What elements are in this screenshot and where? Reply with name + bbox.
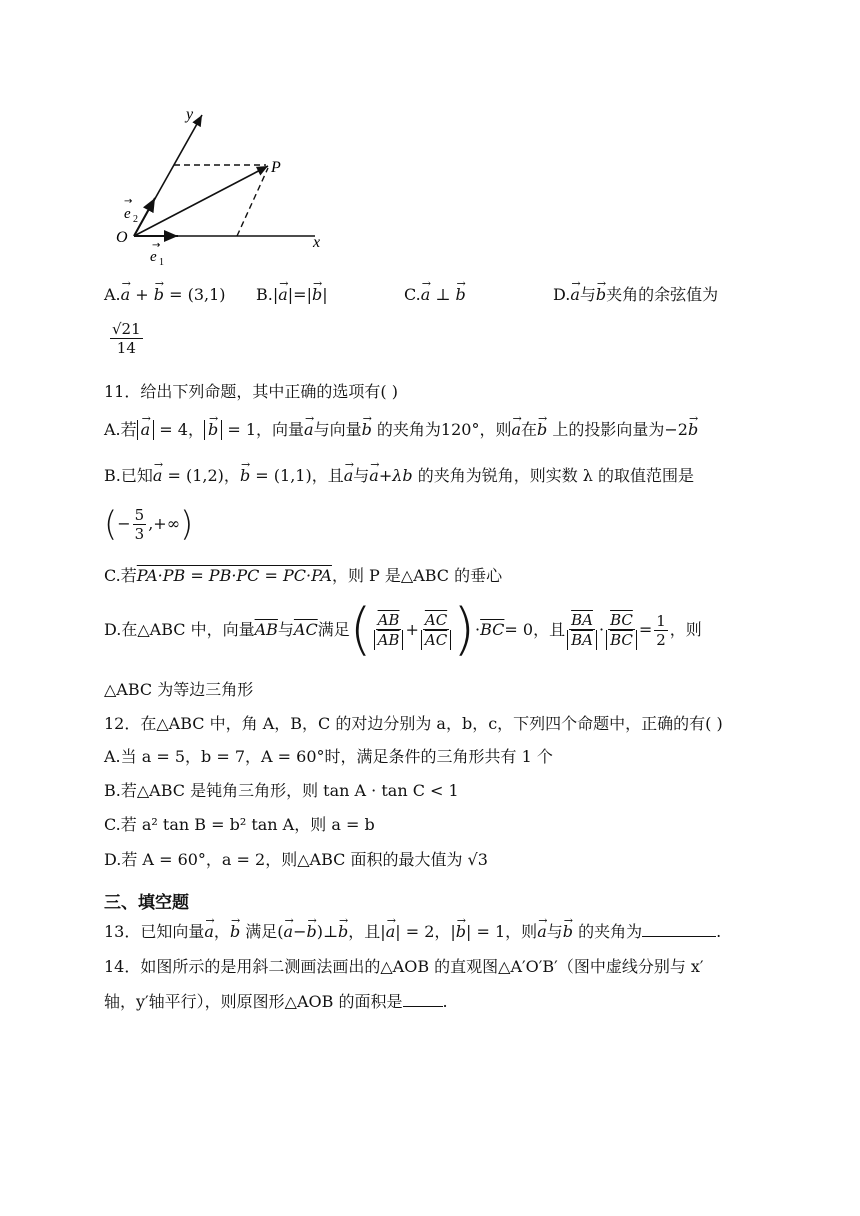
q12-option-a: A.当 a = 5，b = 7，A = 60°时，满足条件的三角形共有 1 个: [104, 747, 553, 766]
q10-option-d-fraction: $\frac{√21}{14}$: [112, 320, 141, 357]
q12-stem: 12．在△ABC 中，角 A，B，C 的对边分别为 a，b，c，下列四个命题中，正确的有( ): [104, 714, 723, 733]
label-e1-sub: 1: [159, 257, 164, 268]
q13: 13．已知向量a →，b → 满足(a →−b →)⊥b →，且|a →| = 2，|b →| = 1，则a →与b → 的夹角为 .: [104, 922, 721, 942]
q11-option-a: A.若 a → = 4， b → = 1，向量a →与向量b → 的夹角为120°，则a →在b → 上的投影向量为−2b →: [104, 420, 698, 440]
vector-figure: [0, 0, 860, 270]
q10-option-a: A.a → + b → = (3,1): [104, 285, 226, 305]
label-e1: e: [150, 249, 157, 265]
q10-option-c: C.a → ⊥ b →: [404, 285, 466, 305]
q11-stem: 11．给出下列命题，其中正确的选项有( ): [104, 382, 398, 401]
label-e2-sub: 2: [133, 214, 138, 225]
label-x: x: [313, 234, 321, 251]
q11-option-c: C.若PA·PB = PB·PC = PC·PA，则 P 是△ABC 的垂心: [104, 566, 503, 585]
label-O: O: [116, 229, 128, 246]
q12-option-c: C.若 a² tan B = b² tan A，则 a = b: [104, 815, 375, 834]
q14-line-2: 轴，y′轴平行），则原图形△AOB 的面积是 .: [104, 992, 448, 1011]
q14-line-1: 14．如图所示的是用斜二测画法画出的△AOB 的直观图△A′O′B′（图中虚线分别与 x′: [104, 957, 704, 976]
q11-option-b-range: (− $\frac{5}{3}$ ,+∞): [104, 504, 194, 545]
label-y: y: [186, 106, 194, 123]
q14-answer-blank[interactable]: [403, 1006, 443, 1007]
q13-answer-blank[interactable]: [642, 936, 716, 937]
q12-option-b: B.若△ABC 是钝角三角形，则 tan A · tan C < 1: [104, 781, 459, 800]
svg-text:→: →: [152, 240, 161, 251]
label-e2: e: [124, 206, 131, 222]
q12-option-d: D.若 A = 60°，a = 2，则△ABC 面积的最大值为 √3: [104, 850, 488, 869]
label-P: P: [271, 159, 281, 176]
section-title: 三、填空题: [104, 893, 189, 913]
q11-option-d: D.在△ABC 中，向量$\overline{AB}$与$\overline{AC}$满足( $\frac{\overline{AB}}{AB}$ + $\frac{\overline{AC}}{AC}$ )$\cdot\overline{BC}= 0$，且 $\frac{\overline{BA}}{BA}$ · $\frac{\overline{BC}}{BC}$ = $\frac{1}{2}$ ，则: [104, 597, 702, 662]
q10-option-b: B.|a →|=|b →|: [256, 285, 328, 305]
q11-option-d-tail: △ABC 为等边三角形: [104, 680, 254, 699]
dashed-slant: [237, 168, 268, 236]
svg-text:→: →: [124, 196, 133, 207]
q11-option-b: B.已知a → = (1,2)，b → = (1,1)，且a →与a →+λb 的夹角为锐角，则实数 λ 的取值范围是: [104, 466, 694, 486]
q10-option-d: D.a →与b →夹角的余弦值为: [553, 285, 718, 305]
